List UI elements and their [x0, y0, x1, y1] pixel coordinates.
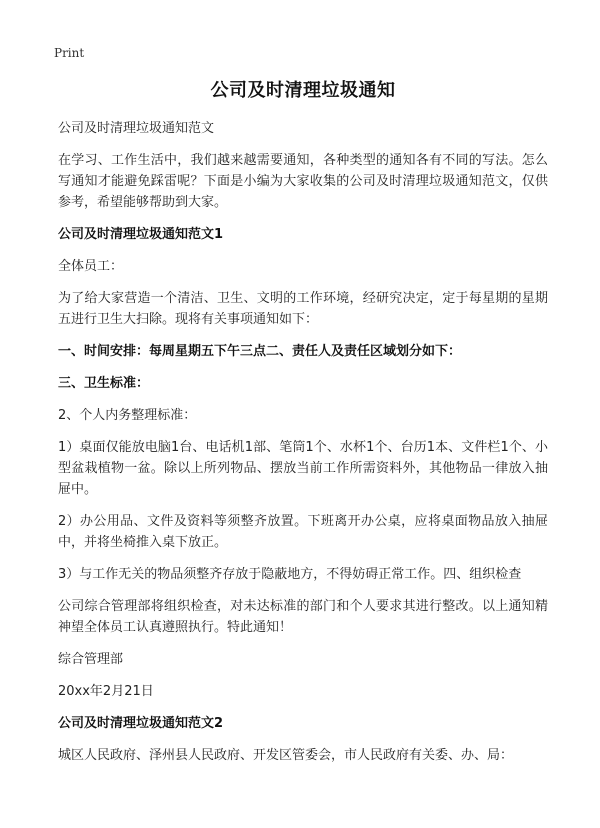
heading-schedule: 一、时间安排：每周星期五下午三点二、责任人及责任区域划分如下： — [58, 344, 462, 359]
rule-unrelated-items: 3）与工作无关的物品须整齐存放于隐蔽地方，不得妨碍正常工作。四、组织检查 — [58, 567, 522, 582]
section-heading-sample-1: 公司及时清理垃圾通知范文1 — [58, 227, 224, 242]
signature-department: 综合管理部 — [58, 652, 124, 667]
intro-subtitle: 公司及时清理垃圾通知范文 — [58, 121, 215, 136]
personal-standards-label: 2、个人内务整理标准： — [58, 408, 197, 423]
rule-office-supplies: 2）办公用品、文件及资料等须整齐放置。下班离开办公桌，应将桌面物品放入抽屉中，并将坐椅推入桌下放正。 — [58, 514, 548, 550]
document-body — [58, 76, 548, 777]
intro-paragraph: 在学习、工作生活中，我们越来越需要通知，各种类型的通知各有不同的写法。怎么写通知才能避免踩雷呢？下面是小编为大家收集的公司及时清理垃圾通知范文，仅供参考，希望能够帮助到大家。 — [58, 153, 548, 210]
inspection-paragraph: 公司综合管理部将组织检查，对未达标准的部门和个人要求其进行整改。以上通知精神望全体员工认真遵照执行。特此通知！ — [58, 599, 548, 635]
purpose-paragraph: 为了给大家营造一个清洁、卫生、文明的工作环境，经研究决定，定于每星期的星期五进行卫生大扫除。现将有关事项通知如下： — [58, 291, 548, 327]
heading-hygiene-standards: 三、卫生标准： — [58, 376, 150, 391]
document-title: 公司及时清理垃圾通知 — [210, 80, 396, 101]
salutation: 全体员工： — [58, 259, 124, 274]
signature-date: 20xx年2月21日 — [58, 684, 154, 699]
section-heading-sample-2: 公司及时清理垃圾通知范文2 — [58, 716, 224, 731]
rule-desk-items: 1）桌面仅能放电脑1台、电话机1部、笔筒1个、水杯1个、台历1本、文件栏1个、小型盆栽植物一盆。除以上所列物品、摆放当前工作所需资料外，其他物品一律放入抽屉中。 — [58, 440, 548, 497]
recipients-line: 城区人民政府、泽州县人民政府、开发区管委会，市人民政府有关委、办、局： — [58, 748, 514, 763]
print-link[interactable]: Print — [54, 46, 85, 60]
